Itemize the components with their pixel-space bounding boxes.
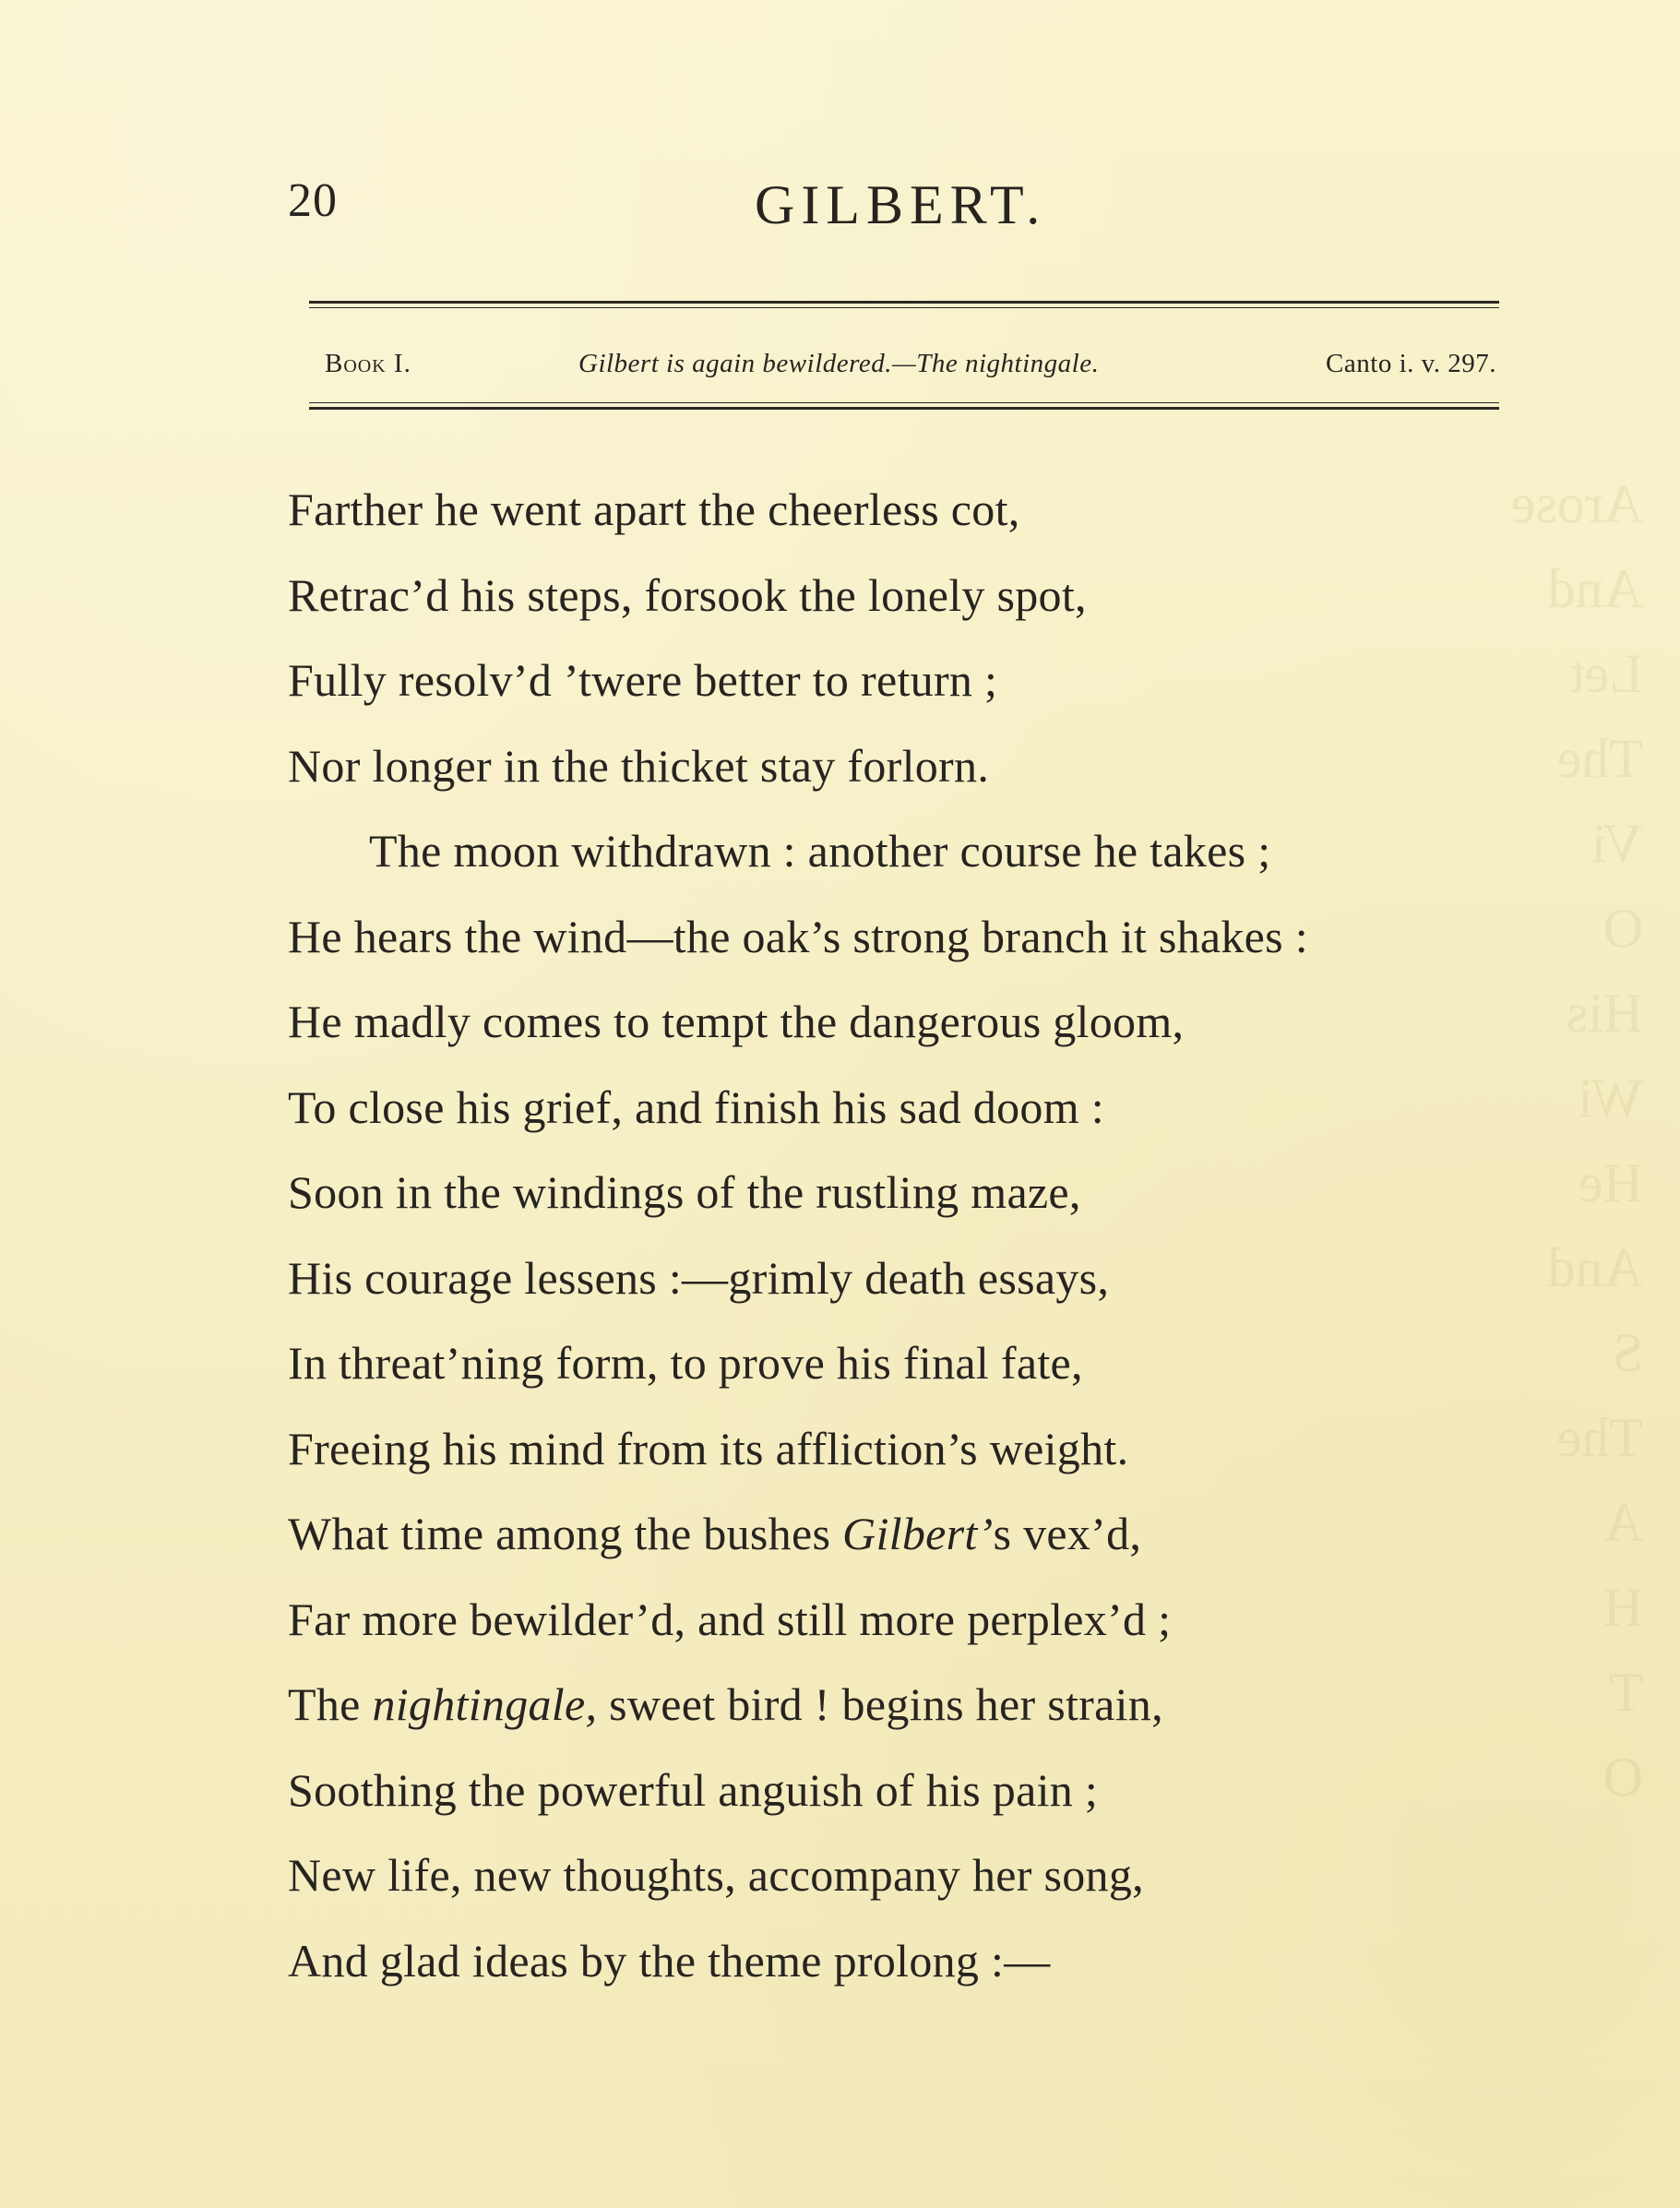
- poem-text-span: s vex’d,: [993, 1508, 1142, 1559]
- poem-line-indented: The moon withdrawn : another course he takes ;: [369, 825, 1271, 877]
- poem-text-span: The: [288, 1678, 373, 1730]
- italic-name-gilbert: Gilbert’: [842, 1508, 994, 1559]
- poem-line: Soothing the powerful anguish of his pain ;: [288, 1763, 1099, 1816]
- poem-line: Retrac’d his steps, forsook the lonely spot,: [288, 568, 1087, 621]
- poem-line: Nor longer in the thicket stay forlorn.: [288, 739, 990, 792]
- page-number: 20: [288, 174, 338, 227]
- poem-line: To close his grief, and finish his sad doom :: [288, 1080, 1104, 1133]
- poem-line: And glad ideas by the theme prolong :—: [288, 1934, 1051, 1987]
- poem-line: New life, new thoughts, accompany her song,: [288, 1849, 1144, 1901]
- poem-line-with-italic: [288, 1497, 1487, 1582]
- bottom-double-rule: [309, 402, 1499, 410]
- running-title: GILBERT.: [755, 174, 1047, 235]
- poem-line: He hears the wind—the oak’s strong branch it shakes :: [288, 910, 1308, 962]
- poem-line: Farther he went apart the cheerless cot,: [288, 483, 1020, 535]
- poem-line: He madly comes to tempt the dangerous gloom,: [288, 996, 1185, 1047]
- poem-text-span: sweet bird ! begins her strain,: [597, 1678, 1163, 1730]
- top-double-rule: [309, 301, 1499, 308]
- bleed-through-text: Arose And Let The Vi O His Wi He And S The A H T O: [1510, 473, 1643, 1808]
- poem-line: In threat’ning form, to prove his final fate,: [288, 1337, 1083, 1389]
- book-label: Book I.: [325, 349, 411, 378]
- section-headline: [325, 345, 1496, 382]
- poem-line: Soon in the windings of the rustling maze,: [288, 1166, 1081, 1218]
- poem-text: [288, 472, 1487, 2009]
- canto-reference: Canto i. v. 297.: [1326, 349, 1496, 378]
- poem-line-with-italic: [288, 1667, 1487, 1753]
- italic-word-nightingale: nightingale,: [372, 1678, 598, 1730]
- poem-line: Far more bewilder’d, and still more perplex’d ;: [288, 1593, 1172, 1645]
- poem-line: His courage lessens :—grimly death essays,: [288, 1251, 1110, 1304]
- poem-line: Fully resolv’d ’twere better to return ;: [288, 654, 998, 706]
- poem-line: Freeing his mind from its affliction’s weight.: [288, 1422, 1129, 1474]
- section-summary: Gilbert is again bewildered.—The nightingale.: [578, 349, 1100, 378]
- poem-text-span: What time among the bushes: [288, 1508, 843, 1559]
